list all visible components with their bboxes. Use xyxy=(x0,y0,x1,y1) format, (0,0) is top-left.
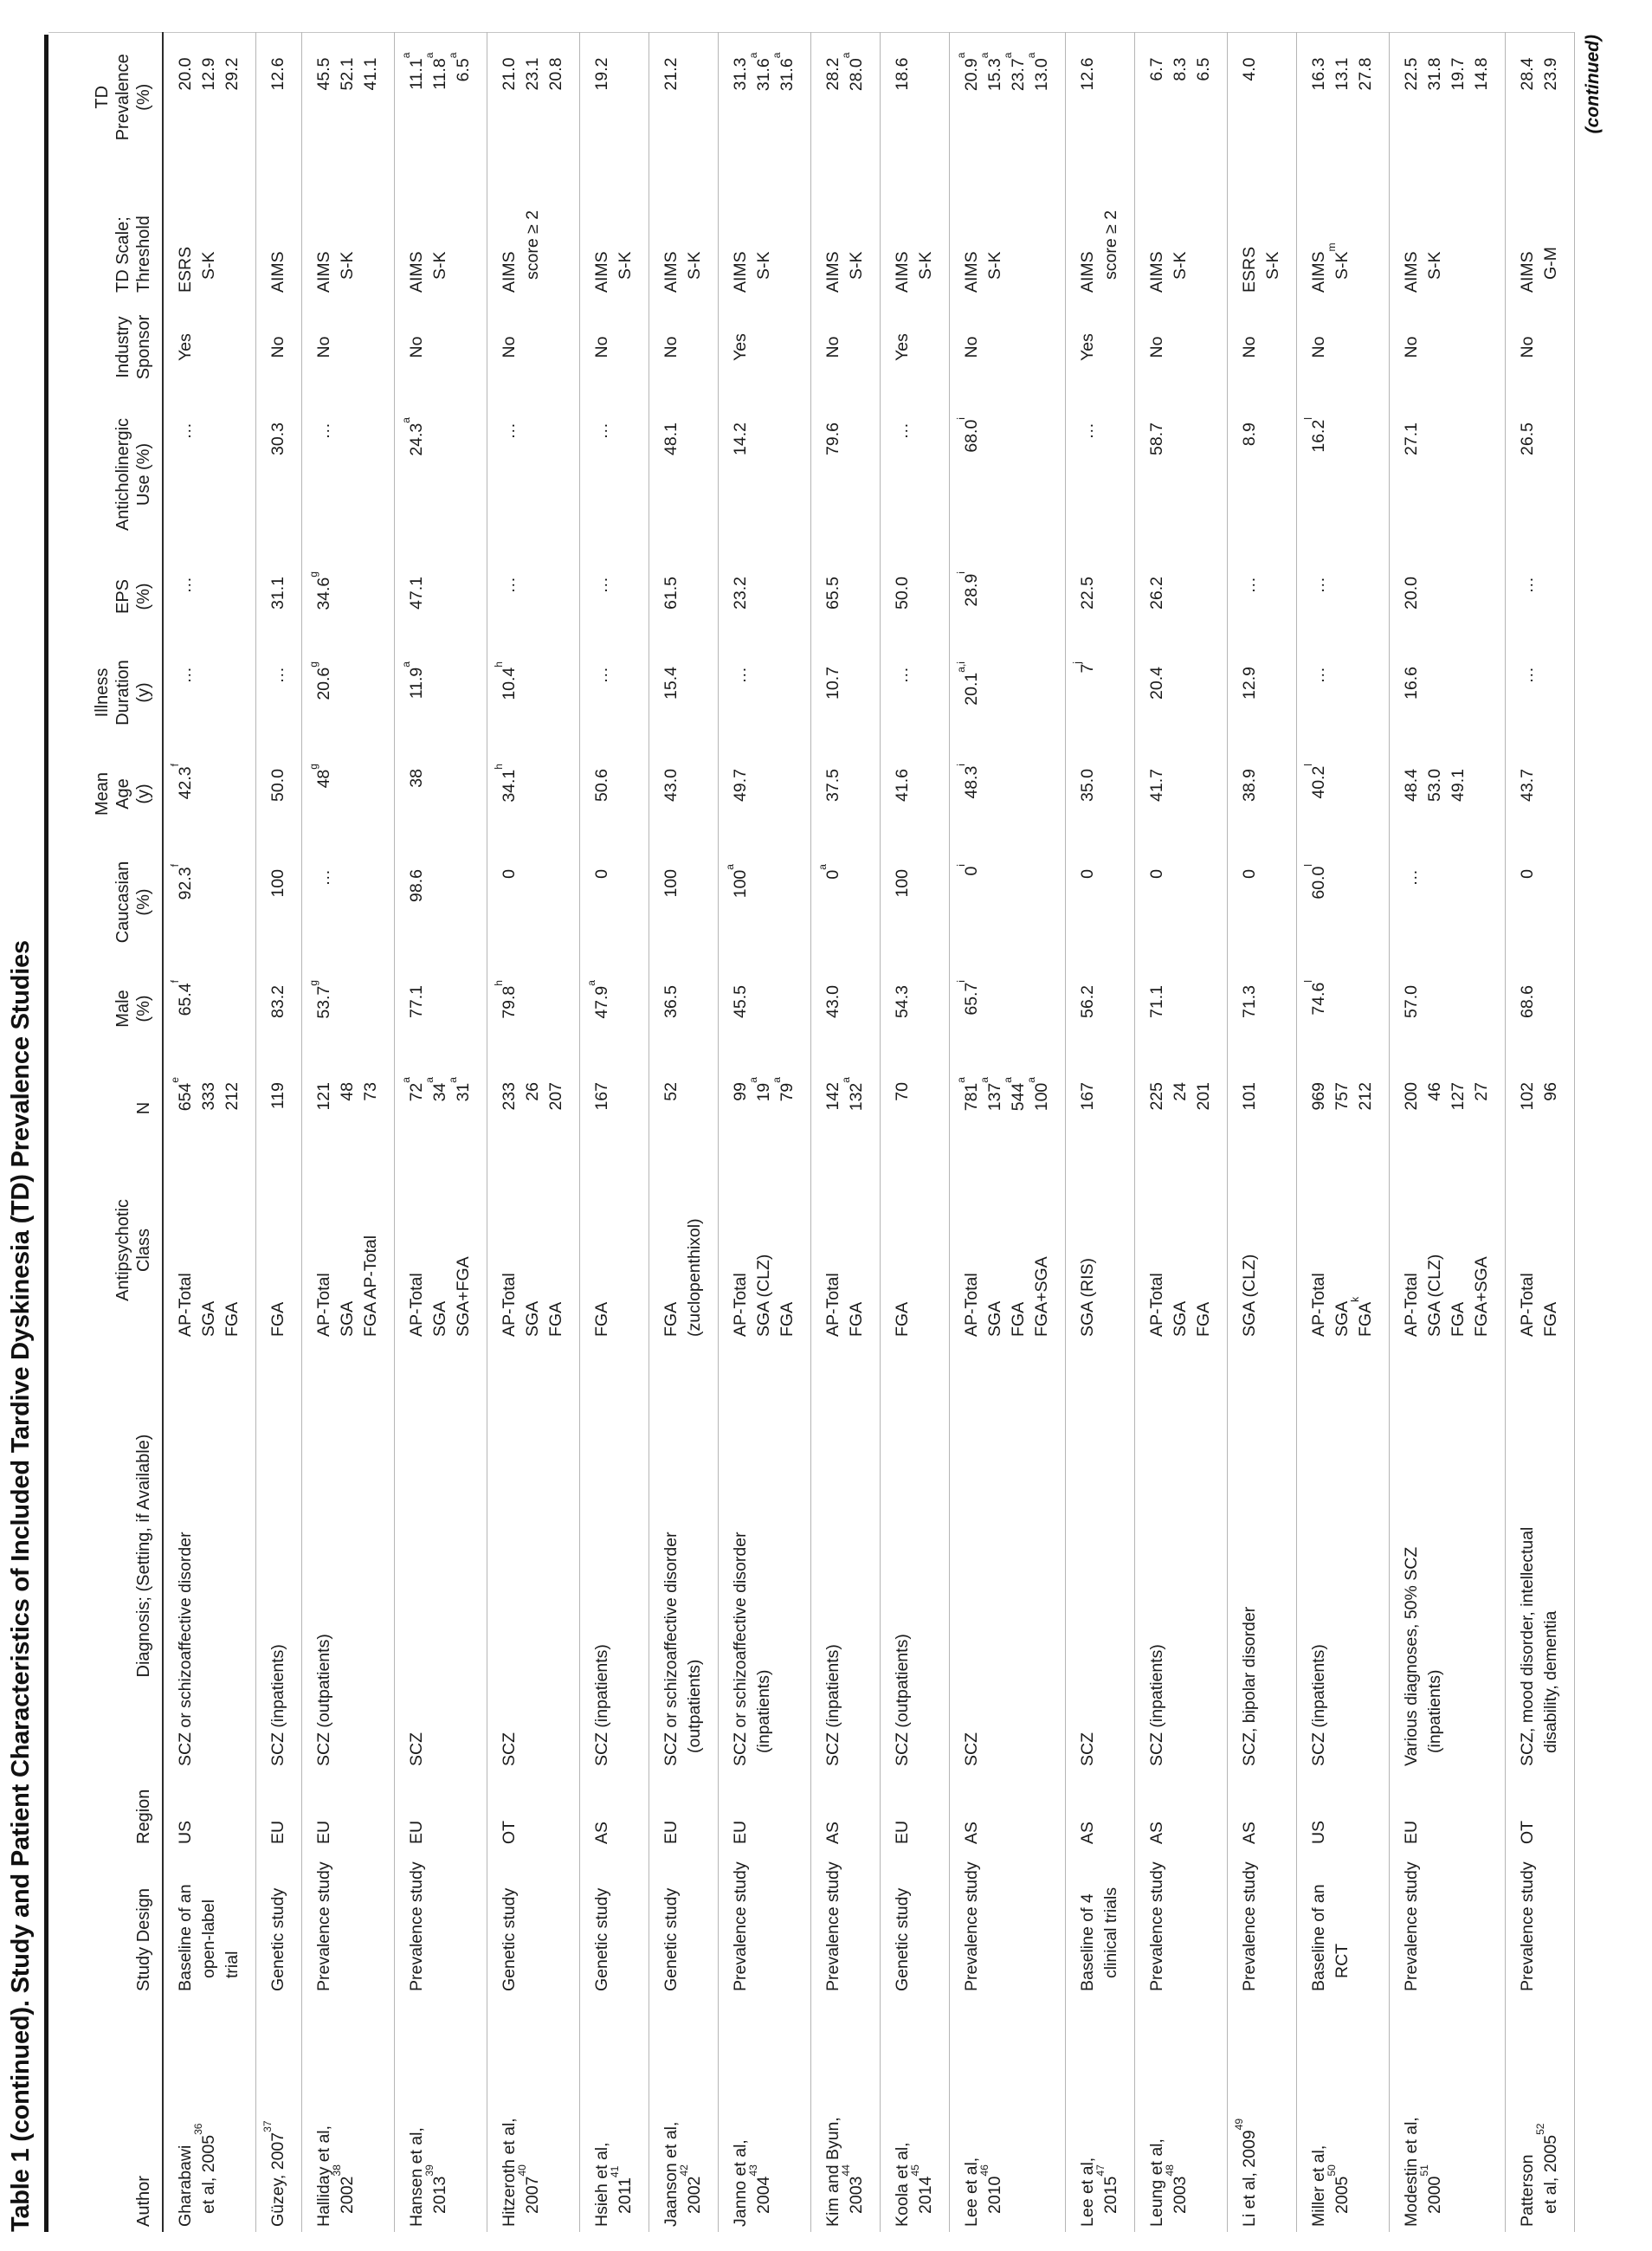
cell-scale: AIMS S-K xyxy=(811,163,881,298)
cell-design: Prevalence study xyxy=(302,1849,395,1996)
cell-prev: 21.0 23.1 20.8 xyxy=(487,33,580,163)
cell-n: 167 xyxy=(580,1058,649,1160)
cell-author: Kim and Byun, 2003$^{44}$ xyxy=(811,1996,881,2232)
table-row xyxy=(1066,33,1135,2232)
cell-caucasian: 0 xyxy=(1135,845,1228,961)
cell-region: AS xyxy=(580,1771,649,1849)
cell-scale: AIMS S-K xyxy=(950,163,1066,298)
cell-author: Hsieh et al, 2011$^{41}$ xyxy=(580,1996,649,2232)
cell-apclass: AP-Total SGA FGA xyxy=(1135,1160,1228,1342)
cell-sponsor: No xyxy=(302,298,395,398)
cell-design: Prevalence study xyxy=(950,1849,1066,1996)
cell-scale: AIMS $S-K^m$ xyxy=(1297,163,1390,298)
cell-antichol: … xyxy=(881,398,950,552)
cell-caucasian: 92.3$^f$ xyxy=(168,864,195,900)
header-region: Region xyxy=(48,1771,163,1849)
table-row xyxy=(487,33,580,2232)
cell-antichol: … xyxy=(302,398,395,552)
cell-region: EU xyxy=(881,1771,950,1849)
cell-illness: 11.9$^a$ xyxy=(395,642,487,745)
header-prev: TD Prevalence (%) xyxy=(48,33,163,163)
cell-scale: AIMS S-K xyxy=(719,163,811,298)
cell-male: 54.3 xyxy=(881,961,950,1058)
cell-design: Prevalence study xyxy=(719,1849,811,1996)
cell-male: 71.3 xyxy=(1228,961,1297,1058)
cell-prev: 28.2 28.0$^a$ xyxy=(811,33,881,163)
cell-n: 142 132$^a$ xyxy=(811,1058,881,1160)
cell-eps: 28.9$^i$ xyxy=(950,552,1066,642)
cell-male: 77.1 xyxy=(395,961,487,1058)
cell-design: Genetic study xyxy=(487,1849,580,1996)
cell-region: OT xyxy=(487,1771,580,1849)
cell-sponsor: No xyxy=(1506,298,1575,398)
cell-male: 45.5 xyxy=(719,961,811,1058)
cell-male: 74.6$^l$ xyxy=(1297,961,1390,1058)
cell-diagnosis: SCZ xyxy=(487,1342,580,1771)
studies-table xyxy=(48,33,1575,2233)
table-row xyxy=(1506,33,1575,2232)
cell-diagnosis: Various diagnoses, 50% SCZ (inpatients) xyxy=(1390,1342,1506,1771)
cell-sponsor: No xyxy=(649,298,719,398)
cell-apclass: FGA (zuclopenthixol) xyxy=(649,1160,719,1342)
cell-design: Genetic study xyxy=(881,1849,950,1996)
cell-caucasian: 100 xyxy=(881,845,950,961)
cell-sponsor: No xyxy=(1390,298,1506,398)
cell-illness: 12.9 xyxy=(1228,642,1297,745)
cell-diagnosis: SCZ or schizoaffective disorder xyxy=(176,1532,195,1766)
cell-region: AS xyxy=(1066,1771,1135,1849)
cell-scale: AIMS S-K xyxy=(1390,163,1506,298)
cell-scale: AIMS xyxy=(256,163,302,298)
cell-n: 654e 333 212 xyxy=(168,1077,242,1112)
cell-author: Patterson et al, 2005$^{52}$ xyxy=(1506,1996,1575,2232)
table-header xyxy=(48,33,163,2232)
cell-region: US xyxy=(176,1820,195,1844)
cell-prev: 20.0 12.9 29.2 xyxy=(176,57,242,91)
cell-age: 42.3$^f$ xyxy=(168,764,195,800)
cell-age: 41.6 xyxy=(881,745,950,845)
cell-sponsor: No xyxy=(1228,298,1297,398)
cell-n: 52 xyxy=(649,1058,719,1160)
cell-sponsor: No xyxy=(395,298,487,398)
header-antichol: Anticholinergic Use (%) xyxy=(48,398,163,552)
cell-diagnosis: SCZ (inpatients) xyxy=(580,1342,649,1771)
cell-prev: 12.6 xyxy=(1066,33,1135,163)
cell-eps: 61.5 xyxy=(649,552,719,642)
cell-sponsor: No xyxy=(1135,298,1228,398)
cell-illness: 10.4$^h$ xyxy=(487,642,580,745)
cell-scale: AIMS G-M xyxy=(1506,163,1575,298)
cell-caucasian: 60.0$^l$ xyxy=(1297,845,1390,961)
cell-male: 71.1 xyxy=(1135,961,1228,1058)
cell-eps: 20.0 xyxy=(1390,552,1506,642)
cell-antichol: 48.1 xyxy=(649,398,719,552)
cell-apclass: AP-Total FGA xyxy=(1506,1160,1575,1342)
cell-illness: 20.4 xyxy=(1135,642,1228,745)
cell-apclass: AP-Total SGA FGA xyxy=(487,1160,580,1342)
cell-author: Halliday et al, 2002$^{38}$ xyxy=(302,1996,395,2232)
header-apclass: Antipsychotic Class xyxy=(48,1160,163,1342)
cell-eps: … xyxy=(1228,552,1297,642)
cell-author: Leung et al, 2003$^{48}$ xyxy=(1135,1996,1228,2232)
cell-apclass: AP-Total FGA xyxy=(811,1160,881,1342)
cell-eps: 31.1 xyxy=(256,552,302,642)
cell-prev: 16.3 13.1 27.8 xyxy=(1297,33,1390,163)
cell-prev: 12.6 xyxy=(256,33,302,163)
cell-design: Prevalence study xyxy=(811,1849,881,1996)
cell-sponsor: Yes xyxy=(176,333,195,361)
cell-male: 79.8$^h$ xyxy=(487,961,580,1058)
cell-eps: … xyxy=(1297,552,1390,642)
cell-design: Prevalence study xyxy=(1135,1849,1228,1996)
cell-sponsor: No xyxy=(950,298,1066,398)
header-male: Male (%) xyxy=(48,961,163,1058)
cell-caucasian: 98.6 xyxy=(395,845,487,961)
cell-diagnosis: SCZ xyxy=(1066,1342,1135,1771)
cell-male: 53.7$^g$ xyxy=(302,961,395,1058)
cell-scale: ESRS S-K xyxy=(176,246,218,293)
cell-author: Miller et al, 2005$^{50}$ xyxy=(1297,1996,1390,2232)
cell-scale: AIMS score ≥ 2 xyxy=(1066,163,1135,298)
cell-prev: 31.3 31.6$^a$ 31.6$^a$ xyxy=(719,33,811,163)
cell-antichol: 58.7 xyxy=(1135,398,1228,552)
cell-design: Genetic study xyxy=(580,1849,649,1996)
cell-age: 50.6 xyxy=(580,745,649,845)
cell-caucasian: 0 xyxy=(580,845,649,961)
header-diagnosis: Diagnosis; (Setting, if Available) xyxy=(48,1342,163,1771)
cell-apclass: AP-Total SGA FGA xyxy=(176,1273,242,1337)
cell-apclass: AP-Total SGA (CLZ) FGA FGA+SGA xyxy=(1390,1160,1506,1342)
cell-age: 48.4 53.0 49.1 xyxy=(1390,745,1506,845)
table-row xyxy=(580,33,649,2232)
cell-design: Baseline of 4 clinical trials xyxy=(1066,1849,1135,1996)
cell-illness: … xyxy=(719,642,811,745)
cell-author: Lee et al, 2010$^{46}$ xyxy=(950,1996,1066,2232)
cell-antichol: 26.5 xyxy=(1506,398,1575,552)
cell-sponsor: Yes xyxy=(881,298,950,398)
cell-age: 38 xyxy=(395,745,487,845)
cell-illness: 16.6 xyxy=(1390,642,1506,745)
cell-illness: 7$^j$ xyxy=(1066,642,1135,745)
cell-diagnosis: SCZ xyxy=(950,1342,1066,1771)
cell-region: EU xyxy=(302,1771,395,1849)
cell-diagnosis: SCZ (inpatients) xyxy=(1135,1342,1228,1771)
cell-antichol: 30.3 xyxy=(256,398,302,552)
cell-apclass: SGA (RIS) xyxy=(1066,1160,1135,1342)
cell-eps: … xyxy=(1506,552,1575,642)
cell-region: EU xyxy=(649,1771,719,1849)
cell-eps: … xyxy=(176,577,195,594)
cell-scale: AIMS S-K xyxy=(881,163,950,298)
cell-age: 41.7 xyxy=(1135,745,1228,845)
cell-illness: … xyxy=(176,667,195,684)
table-row xyxy=(950,33,1066,2232)
cell-age: 37.5 xyxy=(811,745,881,845)
cell-region: AS xyxy=(1228,1771,1297,1849)
cell-diagnosis: SCZ, bipolar disorder xyxy=(1228,1342,1297,1771)
cell-antichol: 79.6 xyxy=(811,398,881,552)
cell-caucasian: 0 xyxy=(1066,845,1135,961)
cell-region: AS xyxy=(811,1771,881,1849)
cell-region: EU xyxy=(256,1771,302,1849)
cell-apclass: FGA xyxy=(580,1160,649,1342)
cell-age: 38.9 xyxy=(1228,745,1297,845)
cell-design: Prevalence study xyxy=(1390,1849,1506,1996)
header-age: Mean Age (y) xyxy=(48,745,163,845)
header-row xyxy=(48,33,163,2232)
cell-antichol: … xyxy=(580,398,649,552)
cell-n: 70 xyxy=(881,1058,950,1160)
cell-region: EU xyxy=(395,1771,487,1849)
cell-sponsor: Yes xyxy=(719,298,811,398)
table-row xyxy=(881,33,950,2232)
cell-male: 47.9$^a$ xyxy=(580,961,649,1058)
cell-apclass: SGA (CLZ) xyxy=(1228,1160,1297,1342)
cell-region: OT xyxy=(1506,1771,1575,1849)
cell-antichol: … xyxy=(176,422,195,440)
cell-author: Jaanson et al, 2002$^{42}$ xyxy=(649,1996,719,2232)
cell-caucasian: 0$^a$ xyxy=(811,845,881,961)
cell-eps: 23.2 xyxy=(719,552,811,642)
cell-sponsor: No xyxy=(487,298,580,398)
cell-apclass: AP-Total SGA (CLZ) FGA xyxy=(719,1160,811,1342)
cell-antichol: 24.3$^a$ xyxy=(395,398,487,552)
cell-design: Baseline of an open-label trial xyxy=(176,1884,242,1991)
table-row xyxy=(1297,33,1390,2232)
table-row xyxy=(1390,33,1506,2232)
cell-prev: 4.0 xyxy=(1228,33,1297,163)
cell-n: 99 19$^a$ 79$^a$ xyxy=(719,1058,811,1160)
cell-author: Janno et al, 2004$^{43}$ xyxy=(719,1996,811,2232)
cell-caucasian: … xyxy=(302,845,395,961)
cell-scale: AIMS S-K xyxy=(649,163,719,298)
cell-sponsor: No xyxy=(580,298,649,398)
cell-eps: … xyxy=(487,552,580,642)
table-row xyxy=(1135,33,1228,2232)
cell-scale: AIMS S-K xyxy=(580,163,649,298)
cell-n: 969 757 212 xyxy=(1297,1058,1390,1160)
cell-caucasian: 100 xyxy=(649,845,719,961)
header-author: Author xyxy=(48,1996,163,2232)
header-eps: EPS (%) xyxy=(48,552,163,642)
cell-diagnosis: SCZ (inpatients) xyxy=(256,1342,302,1771)
cell-caucasian: 0$^i$ xyxy=(950,845,1066,961)
cell-prev: 45.5 52.1 41.1 xyxy=(302,33,395,163)
cell-antichol: … xyxy=(1066,398,1135,552)
cell-scale: AIMS S-K xyxy=(302,163,395,298)
cell-age: 49.7 xyxy=(719,745,811,845)
cell-age: 43.0 xyxy=(649,745,719,845)
cell-age: 48$^g$ xyxy=(302,745,395,845)
table-body xyxy=(163,33,1575,2232)
cell-eps: 34.6$^g$ xyxy=(302,552,395,642)
cell-author: Lee et al, 2015$^{47}$ xyxy=(1066,1996,1135,2232)
cell-diagnosis: SCZ xyxy=(395,1342,487,1771)
cell-author: Koola et al, 2014$^{45}$ xyxy=(881,1996,950,2232)
table-title: Table 1 (continued). Study and Patient Characteristics of Included Tardive Dyskinesia (TD) Prevalence Studies xyxy=(7,940,35,2232)
cell-illness: 20.6$^g$ xyxy=(302,642,395,745)
cell-prev: 11.1$^a$ 11.8$^a$ 6.5$^a$ xyxy=(395,33,487,163)
cell-male: 57.0 xyxy=(1390,961,1506,1058)
cell-caucasian: 0 xyxy=(1228,845,1297,961)
header-sponsor: Industry Sponsor xyxy=(48,298,163,398)
cell-sponsor: No xyxy=(256,298,302,398)
cell-male: 43.0 xyxy=(811,961,881,1058)
cell-illness: 15.4 xyxy=(649,642,719,745)
cell-prev: 22.5 31.8 19.7 14.8 xyxy=(1390,33,1506,163)
cell-apclass: AP-Total SGA SGA+FGA xyxy=(395,1160,487,1342)
cell-age: 48.3$^i$ xyxy=(950,745,1066,845)
cell-illness: 20.1$^{a,i}$ xyxy=(950,642,1066,745)
header-caucasian: Caucasian (%) xyxy=(48,845,163,961)
cell-author: Gharabawi et al, 2005$^{36}$ xyxy=(176,2123,218,2227)
cell-n: 102 96 xyxy=(1506,1058,1575,1160)
cell-sponsor: No xyxy=(1297,298,1390,398)
cell-n: 781$^a$ 137$^a$ 544$^a$ 100$^a$ xyxy=(950,1058,1066,1160)
cell-design: Prevalence study xyxy=(1506,1849,1575,1996)
cell-apclass: AP-Total SGA FGA$^k$ xyxy=(1297,1160,1390,1342)
cell-sponsor: No xyxy=(811,298,881,398)
cell-antichol: 16.2$^l$ xyxy=(1297,398,1390,552)
cell-region: US xyxy=(1297,1771,1390,1849)
cell-n: 225 24 201 xyxy=(1135,1058,1228,1160)
cell-region: EU xyxy=(1390,1771,1506,1849)
cell-caucasian: 100 xyxy=(256,845,302,961)
cell-caucasian: 100$^a$ xyxy=(719,845,811,961)
cell-scale: AIMS score ≥ 2 xyxy=(487,163,580,298)
cell-caucasian: 0 xyxy=(487,845,580,961)
cell-design: Genetic study xyxy=(649,1849,719,1996)
cell-diagnosis: SCZ, mood disorder, intellectual disability, dementia xyxy=(1506,1342,1575,1771)
cell-eps: 22.5 xyxy=(1066,552,1135,642)
cell-age: 34.1$^h$ xyxy=(487,745,580,845)
cell-n: 72$^a$ 34$^a$ 31$^a$ xyxy=(395,1058,487,1160)
cell-prev: 19.2 xyxy=(580,33,649,163)
cell-region: AS xyxy=(1135,1771,1228,1849)
cell-illness: … xyxy=(1506,642,1575,745)
table-row xyxy=(256,33,302,2232)
cell-n: 119 xyxy=(256,1058,302,1160)
cell-n: 121 48 73 xyxy=(302,1058,395,1160)
cell-illness: … xyxy=(881,642,950,745)
cell-male: 83.2 xyxy=(256,961,302,1058)
cell-apclass: AP-Total SGA FGA AP-Total xyxy=(302,1160,395,1342)
cell-eps: 65.5 xyxy=(811,552,881,642)
cell-male: 65.7$^i$ xyxy=(950,961,1066,1058)
cell-n: 167 xyxy=(1066,1058,1135,1160)
cell-illness: … xyxy=(1297,642,1390,745)
cell-apclass: AP-Total SGA FGA FGA+SGA xyxy=(950,1160,1066,1342)
cell-design: Baseline of an RCT xyxy=(1297,1849,1390,1996)
cell-male: 56.2 xyxy=(1066,961,1135,1058)
cell-eps: 26.2 xyxy=(1135,552,1228,642)
cell-n: 200 46 127 27 xyxy=(1390,1058,1506,1160)
cell-design: Prevalence study xyxy=(395,1849,487,1996)
cell-n: 233 26 207 xyxy=(487,1058,580,1160)
table-row xyxy=(811,33,881,2232)
header-illness: Illness Duration (y) xyxy=(48,642,163,745)
cell-male: 65.4$^f$ xyxy=(168,980,195,1016)
cell-scale: AIMS S-K xyxy=(1135,163,1228,298)
cell-age: 35.0 xyxy=(1066,745,1135,845)
cell-prev: 28.4 23.9 xyxy=(1506,33,1575,163)
cell-antichol: 8.9 xyxy=(1228,398,1297,552)
cell-diagnosis: SCZ (outpatients) xyxy=(881,1342,950,1771)
table-row xyxy=(395,33,487,2232)
cell-diagnosis: SCZ or schizoaffective disorder (inpatients) xyxy=(719,1342,811,1771)
cell-male: 68.6 xyxy=(1506,961,1575,1058)
cell-sponsor: Yes xyxy=(1066,298,1135,398)
cell-scale: AIMS S-K xyxy=(395,163,487,298)
cell-caucasian: 0 xyxy=(1506,845,1575,961)
cell-illness: … xyxy=(580,642,649,745)
cell-design: Prevalence study xyxy=(1228,1849,1297,1996)
table-row xyxy=(649,33,719,2232)
cell-design: Genetic study xyxy=(256,1849,302,1996)
cell-antichol: 27.1 xyxy=(1390,398,1506,552)
table-row xyxy=(302,33,395,2232)
cell-diagnosis: SCZ (inpatients) xyxy=(811,1342,881,1771)
cell-author: Hansen et al, 2013$^{39}$ xyxy=(395,1996,487,2232)
cell-author: Güzey, 2007$^{37}$ xyxy=(256,1996,302,2232)
cell-caucasian: … xyxy=(1390,845,1506,961)
header-scale: TD Scale; Threshold xyxy=(48,163,163,298)
cell-diagnosis: SCZ (outpatients) xyxy=(302,1342,395,1771)
cell-author: Modestin et al, 2000$^{51}$ xyxy=(1390,1996,1506,2232)
cell-eps: 50.0 xyxy=(881,552,950,642)
cell-illness: … xyxy=(256,642,302,745)
cell-prev: 18.6 xyxy=(881,33,950,163)
cell-region: EU xyxy=(719,1771,811,1849)
cell-author: Li et al, 2009$^{49}$ xyxy=(1228,1996,1297,2232)
cell-antichol: … xyxy=(487,398,580,552)
cell-diagnosis: SCZ or schizoaffective disorder (outpatients) xyxy=(649,1342,719,1771)
cell-prev: 6.7 8.3 6.5 xyxy=(1135,33,1228,163)
cell-male: 36.5 xyxy=(649,961,719,1058)
table-row xyxy=(1228,33,1297,2232)
cell-diagnosis: SCZ (inpatients) xyxy=(1297,1342,1390,1771)
cell-n: 101 xyxy=(1228,1058,1297,1160)
cell-region: AS xyxy=(950,1771,1066,1849)
cell-age: 40.2$^l$ xyxy=(1297,745,1390,845)
header-n: N xyxy=(48,1058,163,1160)
cell-illness: 10.7 xyxy=(811,642,881,745)
cell-apclass: FGA xyxy=(881,1160,950,1342)
continued-note: (continued) xyxy=(1583,35,1603,134)
cell-apclass: FGA xyxy=(256,1160,302,1342)
cell-eps: … xyxy=(580,552,649,642)
table-row xyxy=(163,33,256,2232)
header-design: Study Design xyxy=(48,1849,163,1996)
cell-antichol: 68.0$^i$ xyxy=(950,398,1066,552)
cell-age: 50.0 xyxy=(256,745,302,845)
cell-eps: 47.1 xyxy=(395,552,487,642)
cell-prev: 21.2 xyxy=(649,33,719,163)
cell-author: Hitzeroth et al, 2007$^{40}$ xyxy=(487,1996,580,2232)
cell-scale: ESRS S-K xyxy=(1228,163,1297,298)
cell-antichol: 14.2 xyxy=(719,398,811,552)
cell-age: 43.7 xyxy=(1506,745,1575,845)
cell-prev: 20.9$^a$ 15.3$^a$ 23.7$^a$ 13.0$^a$ xyxy=(950,33,1066,163)
table-row xyxy=(719,33,811,2232)
